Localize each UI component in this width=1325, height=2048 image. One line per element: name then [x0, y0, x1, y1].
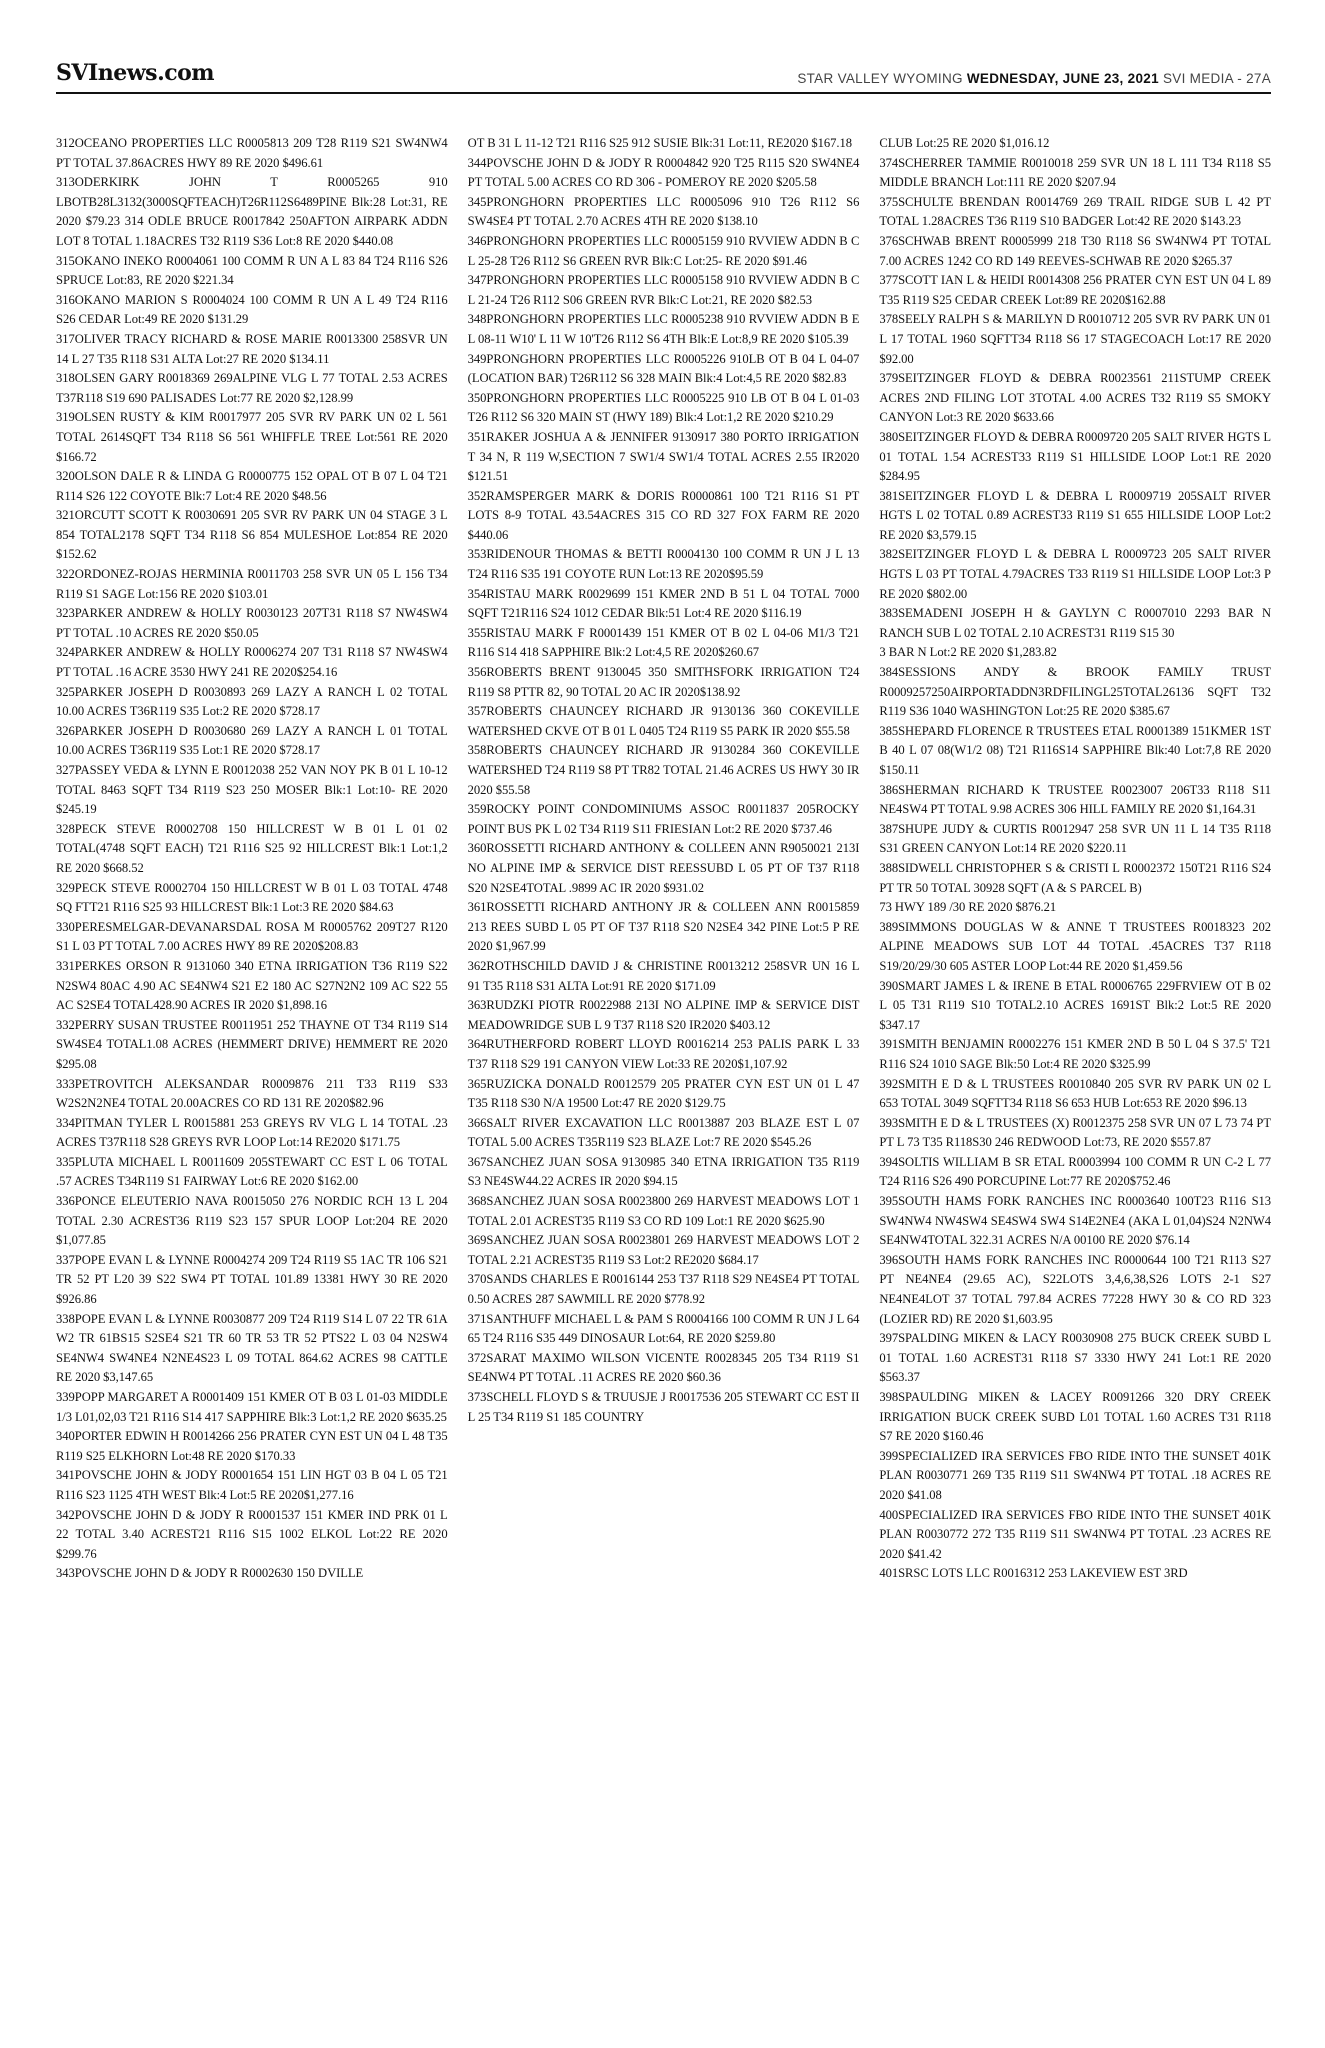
tax-entry: 381SEITZINGER FLOYD L & DEBRA L R0009719 205SALT RIVER HGTS L 02 TOTAL 0.89 ACREST33 R119 S1 655 HILLSIDE LOOP Lot:2 RE 2020 $3,579.15	[879, 488, 1271, 542]
tax-entry: 392SMITH E D & L TRUSTEES R0010840 205 SVR RV PARK UN 02 L 653 TOTAL 3049 SQFTT34 R118 S6 653 HUB Lot:653 RE 2020 $96.13	[879, 1076, 1271, 1111]
tax-entry: 320OLSON DALE R & LINDA G R0000775 152 OPAL OT B 07 L 04 T21 R114 S26 122 COYOTE Blk:7 Lot:4 RE 2020 $48.56	[56, 469, 448, 503]
folio-page: SVI MEDIA - 27A	[1158, 71, 1271, 86]
tax-entry: 359ROCKY POINT CONDOMINIUMS ASSOC R0011837 205ROCKY POINT BUS PK L 02 T34 R119 S11 FRIESIAN Lot:2 RE 2020 $737.46	[467, 802, 860, 836]
tax-entry: 395SOUTH HAMS FORK RANCHES INC R0003640 100T23 R116 S13 SW4NW4 NW4SW4 SE4SW4 SW4 S14E2NE4 (AKA L 01,04)S24 N2NW4 SE4NW4TOTAL 322.31 ACRES N/A 00100 RE 2020 $76.14	[879, 1194, 1271, 1248]
tax-entry: 350PRONGHORN PROPERTIES LLC R0005225 910 LB OT B 04 L 01-03 T26 R112 S6 320 MAIN ST (HWY 189) Blk:4 Lot:1,2 RE 2020 $210.29	[467, 390, 860, 425]
tax-entry: 319OLSEN RUSTY & KIM R0017977 205 SVR RV PARK UN 02 L 561 TOTAL 2614SQFT T34 R118 S6 561 WHIFFLE TREE Lot:561 RE 2020 $166.72	[56, 410, 448, 464]
tax-entry: 317OLIVER TRACY RICHARD & ROSE MARIE R0013300 258SVR UN 14 L 27 T35 R118 S31 ALTA Lot:27 RE 2020 $134.11	[56, 331, 448, 366]
tax-entry: 393SMITH E D & L TRUSTEES (X) R0012375 258 SVR UN 07 L 73 74 PT PT L 73 T35 R118S30 246 REDWOOD Lot:73, RE 2020 $557.87	[879, 1115, 1271, 1150]
tax-entry: 367SANCHEZ JUAN SOSA 9130985 340 ETNA IRRIGATION T35 R119 S3 NE4SW44.22 ACRES IR 2020 $94.15	[467, 1154, 860, 1189]
tax-entry: 331PERKES ORSON R 9131060 340 ETNA IRRIGATION T36 R119 S22 N2SW4 80AC 4.90 AC SE4NW4 S21 E2 180 AC S27N2N2 109 AC S22 55 AC S2SE4 TOTAL428.90 ACRES IR 2020 $1,898.16	[56, 958, 448, 1013]
tax-entry: 327PASSEY VEDA & LYNN E R0012038 252 VAN NOY PK B 01 L 10-12 TOTAL 8463 SQFT T34 R119 S23 250 MOSER Blk:1 Lot:10- RE 2020 $245.19	[56, 763, 448, 817]
tax-entry: 360ROSSETTI RICHARD ANTHONY & COLLEEN ANN R9050021 213I NO ALPINE IMP & SERVICE DIST REESSUBD L 05 PT OF T37 R118 S20 N2SE4TOTAL .9899 AC IR 2020 $931.02	[467, 841, 860, 895]
tax-entry: 344POVSCHE JOHN D & JODY R R0004842 920 T25 R115 S20 SW4NE4 PT TOTAL 5.00 ACRES CO RD 306 - POMEROY RE 2020 $205.58	[467, 155, 860, 190]
tax-entry: 388SIDWELL CHRISTOPHER S & CRISTI L R0002372 150T21 R116 S24 PT TR 50 TOTAL 30928 SQFT (A & S PARCEL B)	[879, 860, 1271, 895]
tax-entry: 398SPAULDING MIKEN & LACEY R0091266 320 DRY CREEK IRRIGATION BUCK CREEK SUBD L01 TOTAL 1.60 ACRES T31 R118 S7 RE 2020 $160.46	[879, 1390, 1271, 1444]
tax-entry: 335PLUTA MICHAEL L R0011609 205STEWART CC EST L 06 TOTAL .57 ACRES T34R119 S1 FAIRWAY Lot:6 RE 2020 $162.00	[56, 1154, 448, 1189]
column-2	[468, 134, 860, 2024]
tax-entry: 325PARKER JOSEPH D R0030893 269 LAZY A RANCH L 02 TOTAL 10.00 ACRES T36R119 S35 Lot:2 RE 2020 $728.17	[56, 684, 448, 719]
tax-entry: 389SIMMONS DOUGLAS W & ANNE T TRUSTEES R0018323 202 ALPINE MEADOWS SUB LOT 44 TOTAL .45ACRES T37 R118 S19/20/29/30 605 ASTER LOOP Lot:44 RE 2020 $1,459.56	[879, 919, 1271, 973]
tax-entry: 370SANDS CHARLES E R0016144 253 T37 R118 S29 NE4SE4 PT TOTAL 0.50 ACRES 287 SAWMILL RE 2020 $778.92	[467, 1272, 860, 1307]
tax-entry: 385SHEPARD FLORENCE R TRUSTEES ETAL R0001389 151KMER 1ST B 40 L 07 08(W1/2 08) T21 R116S14 SAPPHIRE Blk:40 Lot:7,8 RE 2020 $150.11	[879, 723, 1271, 777]
tax-entry: 378SEELY RALPH S & MARILYN D R0010712 205 SVR RV PARK UN 01 L 17 TOTAL 1960 SQFTT34 R118 S6 17 STAGECOACH Lot:17 RE 2020 $92.00	[879, 312, 1271, 366]
tax-entry: 362ROTHSCHILD DAVID J & CHRISTINE R0013212 258SVR UN 16 L 91 T35 R118 S31 ALTA Lot:91 RE 2020 $171.09	[467, 958, 860, 993]
tax-entry: 353RIDENOUR THOMAS & BETTI R0004130 100 COMM R UN J L 13 T24 R116 S35 191 COYOTE RUN Lot:13 RE 2020$95.59	[467, 547, 860, 582]
tax-entry: 352RAMSPERGER MARK & DORIS R0000861 100 T21 R116 S1 PT LOTS 8-9 TOTAL 43.54ACRES 315 CO RD 327 FOX FARM RE 2020 $440.06	[467, 488, 860, 542]
tax-entry: 324PARKER ANDREW & HOLLY R0006274 207 T31 R118 S7 NW4SW4 PT TOTAL .16 ACRE 3530 HWY 241 RE 2020$254.16	[56, 645, 448, 680]
tax-entry: 364RUTHERFORD ROBERT LLOYD R0016214 253 PALIS PARK L 33 T37 R118 S29 191 CANYON VIEW Lot:33 RE 2020$1,107.92	[467, 1037, 860, 1071]
tax-entry: 363RUDZKI PIOTR R0022988 213I NO ALPINE IMP & SERVICE DIST MEADOWRIDGE SUB L 9 T37 R118 S20 IR2020 $403.12	[467, 998, 860, 1032]
tax-entry: 330PERESMELGAR-DEVANARSDAL ROSA M R0005762 209T27 R120 S1 L 03 PT TOTAL 7.00 ACRES HWY 89 RE 2020$208.83	[56, 919, 448, 954]
tax-entry: 347PRONGHORN PROPERTIES LLC R0005158 910 RVVIEW ADDN B C L 21-24 T26 R112 S06 GREEN RVR Blk:C Lot:21, RE 2020 $82.53	[467, 273, 860, 307]
tax-entry: 351RAKER JOSHUA A & JENNIFER 9130917 380 PORTO IRRIGATION T 34 N, R 119 W,SECTION 7 SW1/4 SW1/4 TOTAL ACRES 2.55 IR2020 $121.51	[467, 429, 860, 484]
tax-entry: 387SHUPE JUDY & CURTIS R0012947 258 SVR UN 11 L 14 T35 R118 S31 GREEN CANYON Lot:14 RE 2020 $220.11	[879, 821, 1271, 856]
folio-date: WEDNESDAY, JUNE 23, 2021	[966, 71, 1159, 86]
tax-entry: 368SANCHEZ JUAN SOSA R0023800 269 HARVEST MEADOWS LOT 1 TOTAL 2.01 ACREST35 R119 S3 CO RD 109 Lot:1 RE 2020 $625.90	[467, 1194, 860, 1228]
tax-entry: 376SCHWAB BRENT R0005999 218 T30 R118 S6 SW4NW4 PT TOTAL 7.00 ACRES 1242 CO RD 149 REEVES-SCHWAB RE 2020 $265.37	[879, 233, 1271, 268]
tax-entry: 361ROSSETTI RICHARD ANTHONY JR & COLLEEN ANN R0015859 213 REES SUBD L 05 PT OF T37 R118 S20 N2SE4 342 PINE Lot:5 P RE 2020 $1,967.99	[467, 900, 860, 954]
tax-entry: 329PECK STEVE R0002704 150 HILLCREST W B 01 L 03 TOTAL 4748 SQ FTT21 R116 S25 93 HILLCREST Blk:1 Lot:3 RE 2020 $84.63	[56, 880, 448, 915]
tax-entry: 380SEITZINGER FLOYD & DEBRA R0009720 205 SALT RIVER HGTS L 01 TOTAL 1.54 ACREST33 R119 S1 HILLSIDE LOOP Lot:1 RE 2020 $284.95	[879, 429, 1271, 484]
tax-entry: 342POVSCHE JOHN D & JODY R R0001537 151 KMER IND PRK 01 L 22 TOTAL 3.40 ACREST21 R116 S15 1002 ELKOL Lot:22 RE 2020 $299.76	[56, 1507, 448, 1561]
tax-entry: 315OKANO INEKO R0004061 100 COMM R UN A L 83 84 T24 R116 S26 SPRUCE Lot:83, RE 2020 $221.34	[56, 253, 448, 288]
tax-entry: OT B 31 L 11-12 T21 R116 S25 912 SUSIE Blk:31 Lot:11, RE2020 $167.18	[467, 136, 853, 150]
tax-entry: 341POVSCHE JOHN & JODY R0001654 151 LIN HGT 03 B 04 L 05 T21 R116 S23 1125 4TH WEST Blk:4 Lot:5 RE 2020$1,277.16	[56, 1468, 448, 1502]
tax-entry: 348PRONGHORN PROPERTIES LLC R0005238 910 RVVIEW ADDN B E L 08-11 W10' L 11 W 10'T26 R112 S6 4TH Blk:E Lot:8,9 RE 2020 $105.39	[467, 312, 860, 346]
tax-entry: 382SEITZINGER FLOYD L & DEBRA L R0009723 205 SALT RIVER HGTS L 03 PT TOTAL 4.79ACRES T33 R119 S1 HILLSIDE LOOP Lot:3 P RE 2020 $802.00	[879, 547, 1271, 601]
column-3	[879, 134, 1271, 2024]
tax-entry: 377SCOTT IAN L & HEIDI R0014308 256 PRATER CYN EST UN 04 L 89 T35 R119 S25 CEDAR CREEK Lot:89 RE 2020$162.88	[879, 273, 1271, 307]
tax-entry: 3 BAR N Lot:2 RE 2020 $1,283.82	[879, 645, 1057, 660]
folio-location: STAR VALLEY WYOMING	[797, 71, 967, 86]
tax-entry: 346PRONGHORN PROPERTIES LLC R0005159 910 RVVIEW ADDN B C L 25-28 T26 R112 S6 GREEN RVR Blk:C Lot:25- RE 2020 $91.46	[467, 233, 860, 268]
tax-entry: 391SMITH BENJAMIN R0002276 151 KMER 2ND B 50 L 04 S 37.5' T21 R116 S24 1010 SAGE Blk:50 Lot:4 RE 2020 $325.99	[879, 1037, 1271, 1071]
tax-entry: 371SANTHUFF MICHAEL L & PAM S R0004166 100 COMM R UN J L 64 65 T24 R116 S35 449 DINOSAUR Lot:64, RE 2020 $259.80	[467, 1311, 860, 1346]
tax-entry: 383SEMADENI JOSEPH H & GAYLYN C R0007010 2293 BAR N RANCH SUB L 02 TOTAL 2.10 ACREST31 R119 S15 30	[879, 606, 1271, 640]
tax-entry: 366SALT RIVER EXCAVATION LLC R0013887 203 BLAZE EST L 07 TOTAL 5.00 ACRES T35R119 S23 BLAZE Lot:7 RE 2020 $545.26	[467, 1115, 860, 1150]
tax-entry: 73 HWY 189 /30 RE 2020 $876.21	[879, 900, 1057, 915]
tax-entry: 384SESSIONS ANDY & BROOK FAMILY TRUST R0009257250AIRPORTADDN3RDFILINGL25TOTAL26136 SQFT T32 R119 S36 1040 WASHINGTON Lot:25 RE 2020 $385.67	[879, 665, 1271, 719]
tax-entry: 356ROBERTS BRENT 9130045 350 SMITHSFORK IRRIGATION T24 R119 S8 PTTR 82, 90 TOTAL 20 AC IR 2020$138.92	[467, 665, 860, 699]
tax-entry: 375SCHULTE BRENDAN R0014769 269 TRAIL RIDGE SUB L 42 PT TOTAL 1.28ACRES T36 R119 S10 BADGER Lot:42 RE 2020 $143.23	[879, 194, 1271, 229]
tax-entry: 313ODERKIRK JOHN T R0005265 910 LBOTB28L3132(3000SQFTEACH)T26R112S6489PINE Blk:28 Lot:31, RE 2020 $79.23 314 ODLE BRUCE R0017842 250AFTON AIRPARK ADDN LOT 8 TOTAL 1.18ACRES T32 R119 S36 Lot:8 RE 2020 $440.08	[56, 175, 448, 248]
tax-entry: 365RUZICKA DONALD R0012579 205 PRATER CYN EST UN 01 L 47 T35 R118 S30 N/A 19500 Lot:47 RE 2020 $129.75	[467, 1076, 860, 1111]
tax-entry: 332PERRY SUSAN TRUSTEE R0011951 252 THAYNE OT T34 R119 S14 SW4SE4 TOTAL1.08 ACRES (HEMMERT DRIVE) HEMMERT RE 2020 $295.08	[56, 1017, 448, 1071]
tax-entry: 337POPE EVAN L & LYNNE R0004274 209 T24 R119 S5 1AC TR 106 S21 TR 52 PT L20 39 S22 SW4 PT TOTAL 101.89 13381 HWY 30 RE 2020 $926.86	[56, 1252, 448, 1307]
tax-entry: 372SARAT MAXIMO WILSON VICENTE R0028345 205 T34 R119 S1 SE4NW4 PT TOTAL .11 ACRES RE 2020 $60.36	[467, 1350, 860, 1385]
tax-entry: 316OKANO MARION S R0004024 100 COMM R UN A L 49 T24 R116 S26 CEDAR Lot:49 RE 2020 $131.29	[56, 292, 448, 327]
legal-notice-columns	[56, 134, 1271, 2024]
tax-entry: 357ROBERTS CHAUNCEY RICHARD JR 9130136 360 COKEVILLE WATERSHED CKVE OT B 01 L 0405 T24 R119 S5 PARK IR 2020 $55.58	[467, 704, 860, 738]
site-name: SVInews.com	[56, 60, 215, 86]
tax-entry: CLUB Lot:25 RE 2020 $1,016.12	[879, 136, 1050, 150]
tax-entry: 379SEITZINGER FLOYD & DEBRA R0023561 211STUMP CREEK ACRES 2ND FILING LOT 3TOTAL 4.00 ACRES T32 R119 S5 SMOKY CANYON Lot:3 RE 2020 $633.66	[879, 371, 1271, 425]
tax-entry: 340PORTER EDWIN H R0014266 256 PRATER CYN EST UN 04 L 48 T35 R119 S25 ELKHORN Lot:48 RE 2020 $170.33	[56, 1429, 448, 1463]
tax-entry: 373SCHELL FLOYD S & TRUUSJE J R0017536 205 STEWART CC EST II L 25 T34 R119 S1 185 COUNTRY	[467, 1390, 860, 1424]
tax-entry: 318OLSEN GARY R0018369 269ALPINE VLG L 77 TOTAL 2.53 ACRES T37R118 S19 690 PALISADES Lot:77 RE 2020 $2,128.99	[56, 371, 448, 405]
tax-entry: 355RISTAU MARK F R0001439 151 KMER OT B 02 L 04-06 M1/3 T21 R116 S14 418 SAPPHIRE Blk:2 Lot:4,5 RE 2020$260.67	[467, 625, 860, 660]
tax-entry: 326PARKER JOSEPH D R0030680 269 LAZY A RANCH L 01 TOTAL 10.00 ACRES T36R119 S35 Lot:1 RE 2020 $728.17	[56, 723, 448, 758]
tax-entry: 394SOLTIS WILLIAM B SR ETAL R0003994 100 COMM R UN C-2 L 77 T24 R116 S26 490 PORCUPINE Lot:77 RE 2020$752.46	[879, 1154, 1271, 1189]
tax-entry: 333PETROVITCH ALEKSANDAR R0009876 211 T33 R119 S33 W2S2N2NE4 TOTAL 20.00ACRES CO RD 131 RE 2020$82.96	[56, 1076, 448, 1111]
tax-entry: 369SANCHEZ JUAN SOSA R0023801 269 HARVEST MEADOWS LOT 2 TOTAL 2.21 ACREST35 R119 S3 Lot:2 RE2020 $684.17	[467, 1233, 860, 1267]
tax-entry: 396SOUTH HAMS FORK RANCHES INC R0000644 100 T21 R113 S27 PT NE4NE4 (29.65 AC), S22LOTS 3,4,6,38,S26 LOTS 2-1 S27 NE4NE4LOT 37 TOTAL 797.84 ACRES 77228 HWY 30 & CO RD 323 (LOZIER RD) RE 2020 $1,603.95	[879, 1252, 1271, 1326]
tax-entry: 322ORDONEZ-ROJAS HERMINIA R0011703 258 SVR UN 05 L 156 T34 R119 S1 SAGE Lot:156 RE 2020 $103.01	[56, 567, 448, 601]
tax-entry: 312OCEANO PROPERTIES LLC R0005813 209 T28 R119 S21 SW4NW4 PT TOTAL 37.86ACRES HWY 89 RE 2020 $496.61	[56, 136, 448, 170]
tax-entry: 339POPP MARGARET A R0001409 151 KMER OT B 03 L 01-03 MIDDLE 1/3 L01,02,03 T21 R116 S14 417 SAPPHIRE Blk:3 Lot:1,2 RE 2020 $635.25	[56, 1390, 448, 1424]
tax-entry: 390SMART JAMES L & IRENE B ETAL R0006765 229FRVIEW OT B 02 L 05 T31 R119 S10 TOTAL2.10 ACRES 1691ST Blk:2 Lot:5 RE 2020 $347.17	[879, 978, 1271, 1032]
tax-entry: 397SPALDING MIKEN & LACY R0030908 275 BUCK CREEK SUBD L 01 TOTAL 1.60 ACREST31 R118 S7 3330 HWY 241 Lot:1 RE 2020 $563.37	[879, 1331, 1271, 1385]
tax-entry: 343POVSCHE JOHN D & JODY R R0002630 150 DVILLE	[56, 1566, 364, 1581]
tax-entry: 328PECK STEVE R0002708 150 HILLCREST W B 01 L 01 02 TOTAL(4748 SQFT EACH) T21 R116 S25 92 HILLCREST Blk:1 Lot:1,2 RE 2020 $668.52	[56, 821, 448, 875]
tax-entry: 321ORCUTT SCOTT K R0030691 205 SVR RV PARK UN 04 STAGE 3 L 854 TOTAL2178 SQFT T34 R118 S6 854 MULESHOE Lot:854 RE 2020 $152.62	[56, 508, 448, 562]
tax-entry: 336PONCE ELEUTERIO NAVA R0015050 276 NORDIC RCH 13 L 204 TOTAL 2.30 ACREST36 R119 S23 157 SPUR LOOP Lot:204 RE 2020 $1,077.85	[56, 1194, 448, 1248]
column-1	[56, 134, 448, 2024]
tax-entry: 358ROBERTS CHAUNCEY RICHARD JR 9130284 360 COKEVILLE WATERSHED T24 R119 S8 PT TR82 TOTAL 21.46 ACRES US HWY 30 IR 2020 $55.58	[467, 743, 860, 797]
tax-entry: 334PITMAN TYLER L R0015881 253 GREYS RV VLG L 14 TOTAL .23 ACRES T37R118 S28 GREYS RVR LOOP Lot:14 RE2020 $171.75	[56, 1115, 448, 1150]
tax-entry: 354RISTAU MARK R0029699 151 KMER 2ND B 51 L 04 TOTAL 7000 SQFT T21R116 S24 1012 CEDAR Blk:51 Lot:4 RE 2020 $116.19	[467, 586, 860, 621]
tax-entry: 399SPECIALIZED IRA SERVICES FBO RIDE INTO THE SUNSET 401K PLAN R0030771 269 T35 R119 S11 SW4NW4 PT TOTAL .18 ACRES RE 2020 $41.08	[879, 1448, 1271, 1502]
tax-entry: 349PRONGHORN PROPERTIES LLC R0005226 910LB OT B 04 L 04-07 (LOCATION BAR) T26R112 S6 328 MAIN Blk:4 Lot:4,5 RE 2020 $82.83	[467, 351, 860, 386]
tax-entry: 345PRONGHORN PROPERTIES LLC R0005096 910 T26 R112 S6 SW4SE4 PT TOTAL 2.70 ACRES 4TH RE 2020 $138.10	[467, 194, 860, 229]
tax-entry: 338POPE EVAN L & LYNNE R0030877 209 T24 R119 S14 L 07 22 TR 61A W2 TR 61BS15 S2SE4 S21 TR 60 TR 53 TR 52 PTS22 L 03 04 N2SW4 SE4NW4 SW4NE4 N2NE4S23 L 09 TOTAL 864.62 ACRES 98 CATTLE RE 2020 $3,147.65	[56, 1311, 448, 1385]
page-folio	[797, 71, 1271, 86]
tax-entry: 323PARKER ANDREW & HOLLY R0030123 207T31 R118 S7 NW4SW4 PT TOTAL .10 ACRES RE 2020 $50.05	[56, 606, 448, 640]
page-header	[56, 56, 1271, 94]
tax-entry: 400SPECIALIZED IRA SERVICES FBO RIDE INTO THE SUNSET 401K PLAN R0030772 272 T35 R119 S11 SW4NW4 PT TOTAL .23 ACRES RE 2020 $41.42	[879, 1507, 1271, 1561]
tax-entry: 401SRSC LOTS LLC R0016312 253 LAKEVIEW EST 3RD	[879, 1566, 1188, 1581]
tax-entry: 386SHERMAN RICHARD K TRUSTEE R0023007 206T33 R118 S11 NE4SW4 PT TOTAL 9.98 ACRES 306 HILL FAMILY RE 2020 $1,164.31	[879, 782, 1271, 817]
tax-entry: 374SCHERRER TAMMIE R0010018 259 SVR UN 18 L 111 T34 R118 S5 MIDDLE BRANCH Lot:111 RE 2020 $207.94	[879, 155, 1271, 190]
